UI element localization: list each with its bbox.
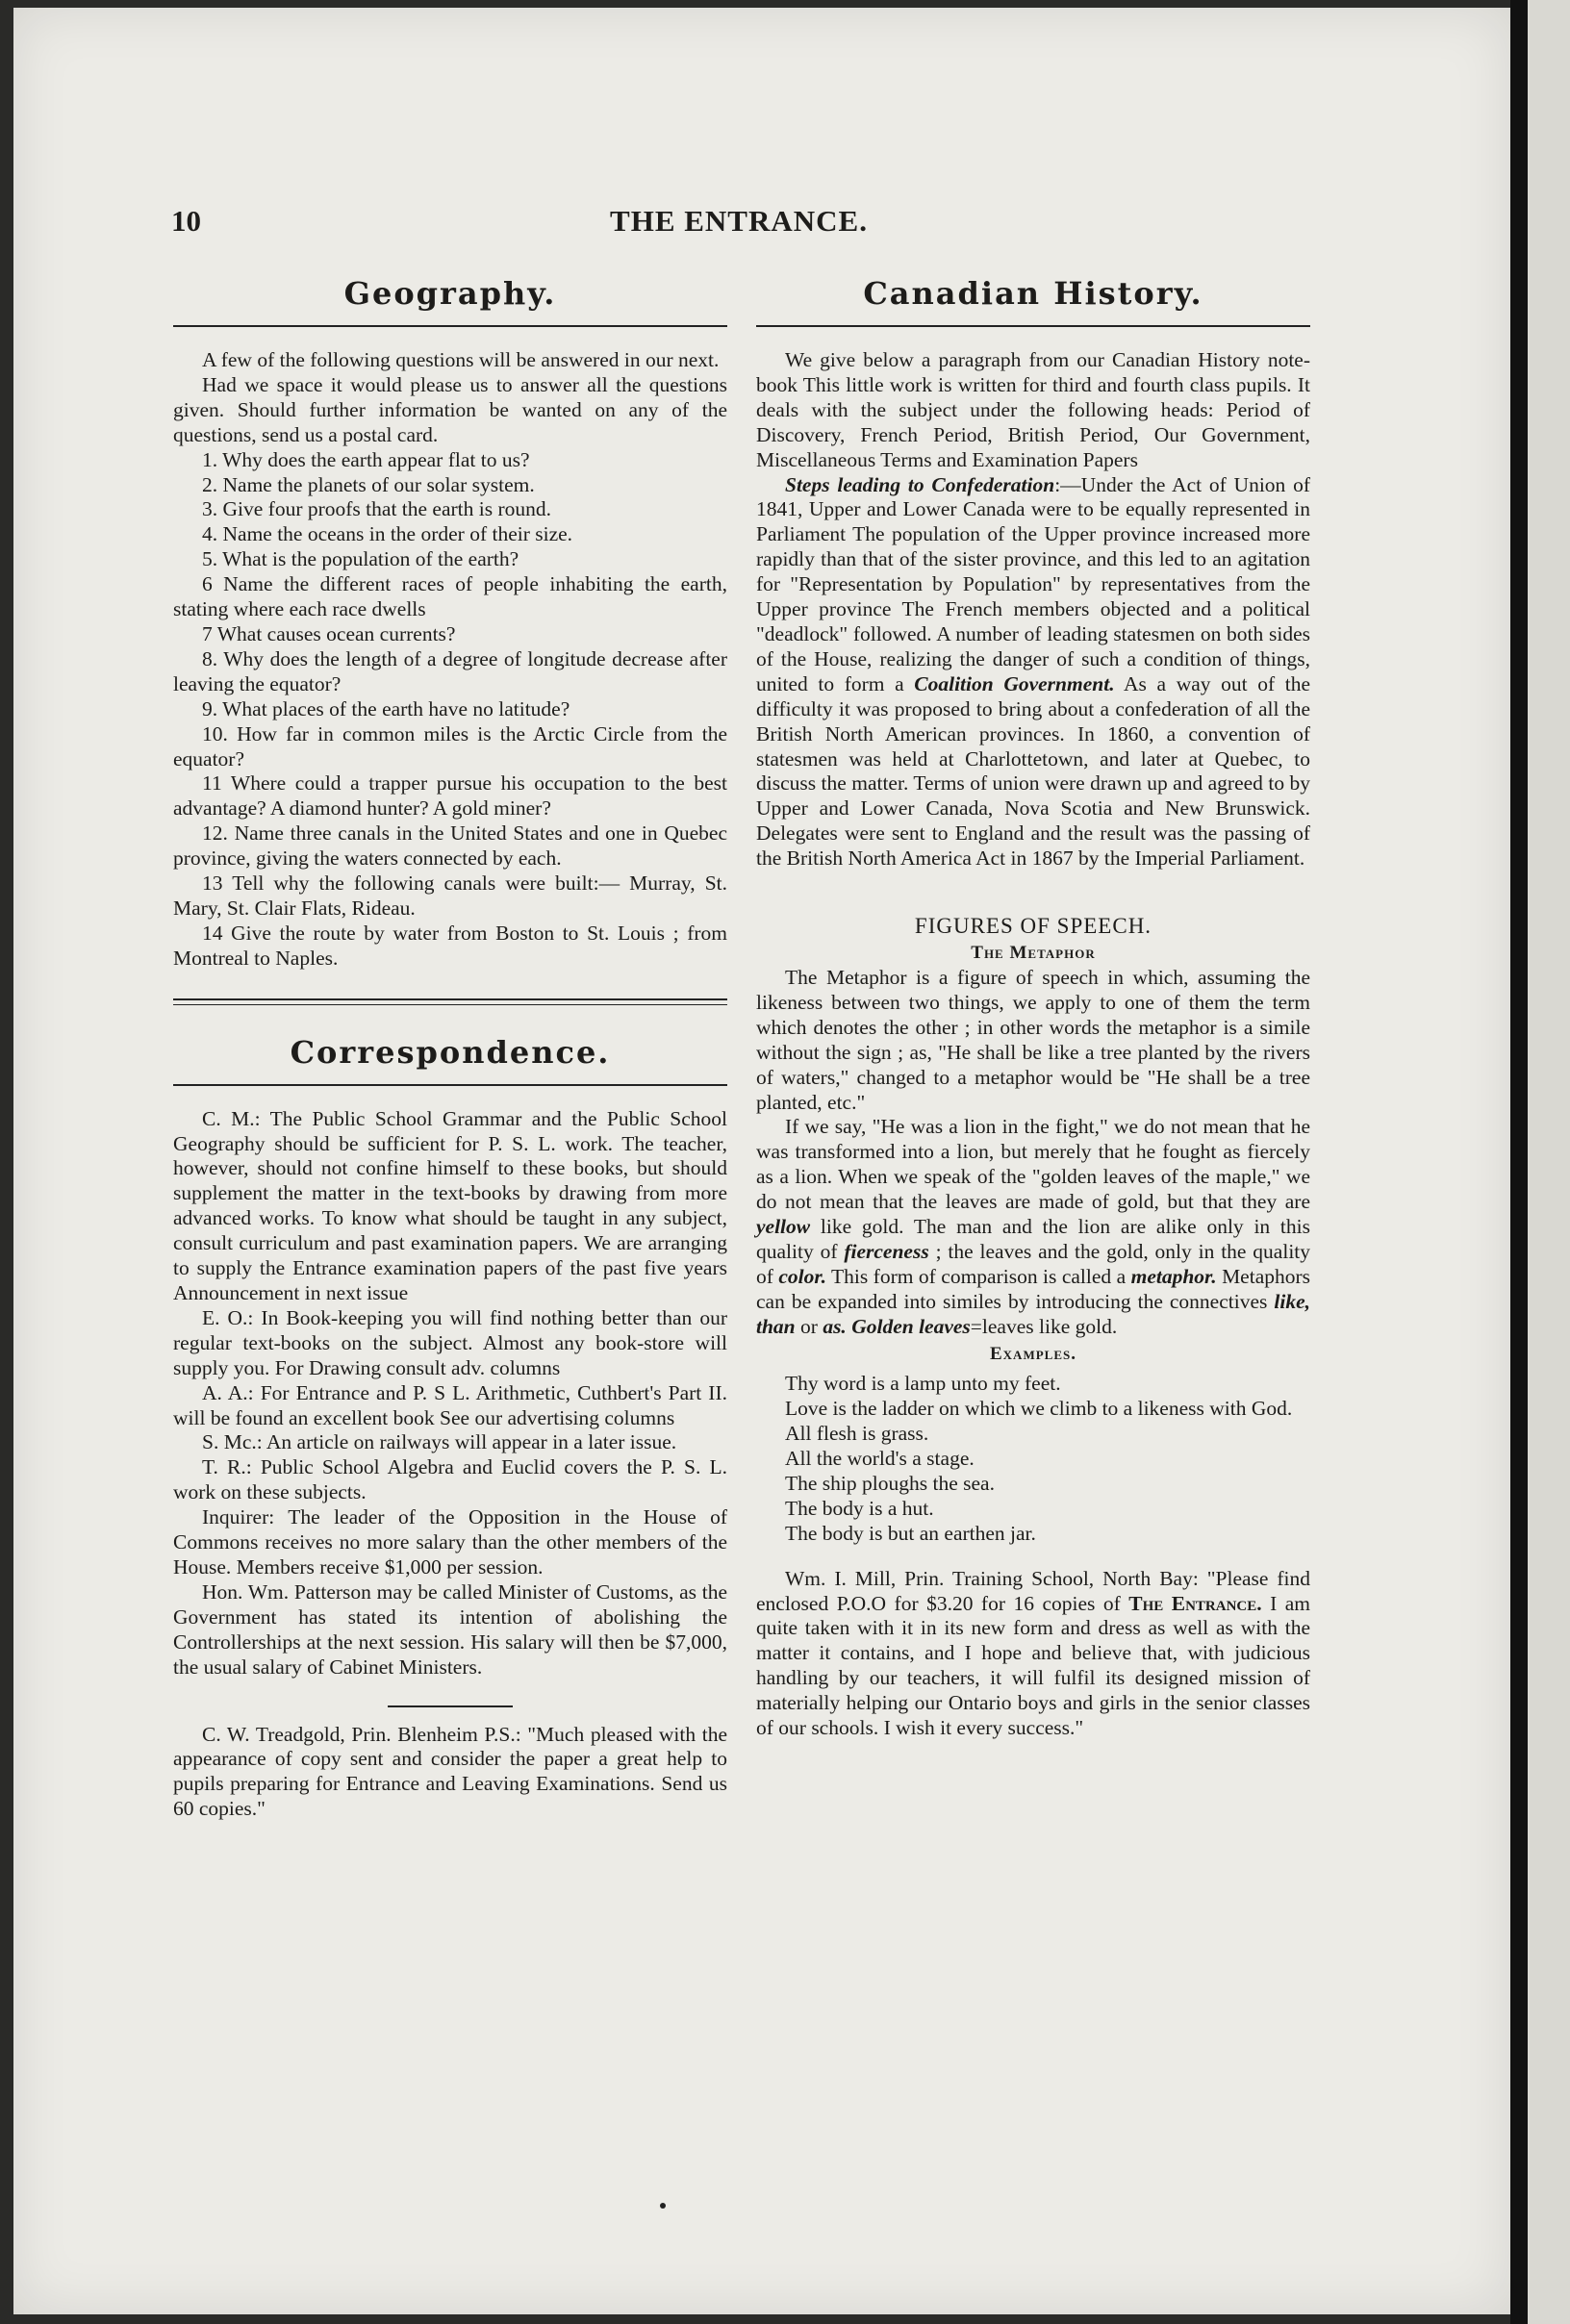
geography-question: 10. How far in common miles is the Arctic Circle from the equator? — [173, 721, 727, 770]
left-column — [173, 269, 727, 1822]
correspondence-entry: T. R.: Public School Algebra and Euclid covers the P. S. L. work on these subjects. — [173, 1455, 727, 1504]
right-column — [756, 269, 1310, 1741]
metaphor-emphasis: color. — [778, 1264, 826, 1288]
metaphor-emphasis: fierceness — [844, 1240, 929, 1263]
history-text: As a way out of the difficulty it was proposed to bring about a confederation of all the British North American provinces. In 1860, a convention of statesmen was held at Charlottetown, and later at Quebec, to discuss the matter. Terms of union were drawn up and agreed to by Upper and Lower Canada, Nova Scotia and New Brunswick. Delegates were sent to England and the result was the passing of the British North America Act in 1867 by the Imperial Parliament. — [756, 671, 1311, 871]
geography-question: 11 Where could a trapper pursue his occupation to the best advantage? A diamond hunter? A gold miner? — [173, 771, 727, 821]
geography-question: 12. Name three canals in the United States and one in Quebec province, giving the waters connected by each. — [173, 821, 727, 871]
geography-question: 2. Name the planets of our solar system. — [202, 472, 535, 496]
geography-question: 6 Name the different races of people inhabiting the earth, stating where each race dwells — [173, 572, 727, 621]
geography-question: 7 What causes ocean currents? — [202, 621, 456, 645]
geography-question: 9. What places of the earth have no latitude? — [202, 696, 570, 720]
metaphor-emphasis: yellow — [756, 1215, 811, 1239]
history-paragraph — [756, 473, 1310, 872]
section-rule — [173, 1084, 727, 1086]
history-text: :—Under the Act of Union of 1841, Upper and Lower Canada were to be equally represented in Parliament The population of the Upper province increased more rapidly than that of the sister province, and this led to an agitation for "Representation by Population" by representatives from the Upper province The French members objected and a political "deadlock" followed. A number of leading statesmen on both sides of the House, realizing the danger of such a condition of things, united to form a — [756, 472, 1310, 695]
metaphor-emphasis: as. — [823, 1314, 847, 1338]
history-intro: We give below a paragraph from our Canadian History note-book This little work is written for third and fourth class pupils. It deals with the subject under the following heads: Period of Discovery, French Period, British Period, Our Government, Miscellaneous Terms and Examination Papers — [756, 348, 1310, 471]
geography-question: 4. Name the oceans in the order of their size. — [202, 522, 573, 546]
geography-question: 5. What is the population of the earth? — [202, 547, 519, 571]
facing-page-edge — [1510, 0, 1570, 2324]
metaphor-emphasis: like, than — [756, 1289, 1310, 1338]
paper-name: The Entrance. — [1128, 1591, 1262, 1615]
history-coalition: Coalition Government. — [914, 671, 1115, 695]
geography-question: 8. Why does the length of a degree of longitude decrease after leaving the equator? — [173, 646, 727, 695]
metaphor-paragraph: The Metaphor is a figure of speech in which, assuming the likeness between two things, we apply to one of them the term which denotes the other ; in other words the metaphor is a simile without the sign ; as, "He shall be like a tree planted by the rivers of waters," changed to a metaphor would be "He shall be a tree planted, etc." — [756, 966, 1310, 1114]
figures-subtitle: The Metaphor — [971, 943, 1096, 964]
metaphor-text: If we say, "He was a lion in the fight," we do not mean that he was transformed into a lion, but merely that he fought as fiercely as a lion. When we speak of the "golden leaves of the maple," we do not mean that the leaves are made of gold, but that they are — [756, 1115, 1310, 1214]
geography-question: 1. Why does the earth appear flat to us? — [202, 447, 530, 471]
correspondence-entry: E. O.: In Book-keeping you will find nothing better than our regular text-books on the subject. Almost any book-store will supply you. For Drawing consult adv. columns — [173, 1305, 727, 1379]
section-rule — [173, 325, 727, 327]
history-title: Canadian History. — [863, 275, 1203, 312]
running-head: THE ENTRANCE. — [610, 204, 868, 238]
correspondence-entry: Hon. Wm. Patterson may be called Minister of Customs, as the Government has stated its intention of abolishing the Controllerships at the next session. His salary will then be $7,000, the usual salary of Cabinet Ministers. — [173, 1579, 727, 1679]
section-rule — [756, 325, 1310, 327]
metaphor-text: like gold. The man and the lion are alike only in this quality of — [756, 1215, 1310, 1263]
geography-intro: A few of the following questions will be answered in our next. — [202, 348, 720, 371]
correspondence-entry: Inquirer: The leader of the Opposition in the House of Commons receives no more salary than the other members of the House. Members receive $1,000 per session. — [173, 1505, 727, 1579]
example-line: Love is the ladder on which we climb to a likeness with God. — [785, 1396, 1293, 1420]
metaphor-text: Metaphors can be expanded into similes by introducing the connectives — [756, 1264, 1311, 1313]
metaphor-text: =leaves like gold. — [970, 1314, 1118, 1338]
correspondence-entry: S. Mc.: An article on railways will appear in a later issue. — [202, 1430, 677, 1454]
divider — [388, 1705, 513, 1707]
correspondence-entry: A. A.: For Entrance and P. S L. Arithmetic, Cuthbert's Part II. will be found an excellent book See our advertising columns — [173, 1380, 727, 1429]
metaphor-emphasis: metaphor. — [1130, 1264, 1217, 1288]
testimonial-text: "Please find enclosed P.O.O for $3.20 for 16 copies of — [756, 1566, 1310, 1615]
metaphor-text: ; the leaves and the gold, only in the quality of — [756, 1240, 1311, 1288]
history-lead-heading: Steps leading to Confederation — [785, 472, 1055, 496]
printer-mark — [660, 2203, 666, 2209]
example-line: All the world's a stage. — [785, 1446, 975, 1470]
geography-title: Geography. — [343, 275, 557, 312]
section-double-rule — [173, 998, 727, 1005]
metaphor-text: This form of comparison is called a — [831, 1264, 1127, 1288]
page-number: 10 — [171, 204, 201, 238]
testimonial — [756, 1567, 1310, 1741]
example-line: The ship ploughs the sea. — [785, 1471, 995, 1495]
geography-question: 14 Give the route by water from Boston to St. Louis ; from Montreal to Naples. — [173, 921, 727, 970]
geography-question: 13 Tell why the following canals were built:— Murray, St. Mary, St. Clair Flats, Rideau. — [173, 872, 727, 920]
testimonial-from: Wm. I. Mill, Prin. Training School, North Bay: — [785, 1566, 1199, 1590]
reader-letter: C. W. Treadgold, Prin. Blenheim P.S.: "Much pleased with the appearance of copy sent and consider the paper a great help to pupils preparing for Entrance and Leaving Examinations. Send us 60 copies." — [173, 1722, 727, 1821]
example-line: The body is but an earthen jar. — [785, 1521, 1036, 1545]
metaphor-text: or — [800, 1314, 818, 1338]
example-line: All flesh is grass. — [785, 1421, 929, 1445]
correspondence-entry: C. M.: The Public School Grammar and the Public School Geography should be sufficient for P. S. L. work. The teacher, however, should not confine himself to these books, but should supplement the matter in the text-books by drawing from more advanced works. To know what should be taught in any subject, consult curriculum and past examination papers. We are arranging to supply the Entrance examination papers of the past five years Announcement in next issue — [173, 1106, 727, 1304]
geography-intro: Had we space it would please us to answer all the questions given. Should further information be wanted on any of the questions, send us a postal card. — [173, 372, 727, 446]
example-line: The body is a hut. — [785, 1496, 934, 1520]
figures-title: FIGURES OF SPEECH. — [914, 914, 1152, 939]
examples-title: Examples. — [990, 1343, 1076, 1364]
geography-question: 3. Give four proofs that the earth is round. — [202, 497, 552, 521]
page-header — [171, 204, 1306, 246]
metaphor-paragraph — [756, 1115, 1310, 1339]
correspondence-title: Correspondence. — [290, 1033, 611, 1071]
metaphor-emphasis: Golden leaves — [851, 1314, 971, 1338]
example-line: Thy word is a lamp unto my feet. — [785, 1371, 1061, 1395]
testimonial-text: I am quite taken with it in its new form and dress as well as with the matter it contains, and I hope and believe that, with judicious handling by our teachers, it will fulfil its designed mission of materially helping our Ontario boys and girls in the senior classes of our schools. I wish it every success." — [756, 1591, 1311, 1740]
